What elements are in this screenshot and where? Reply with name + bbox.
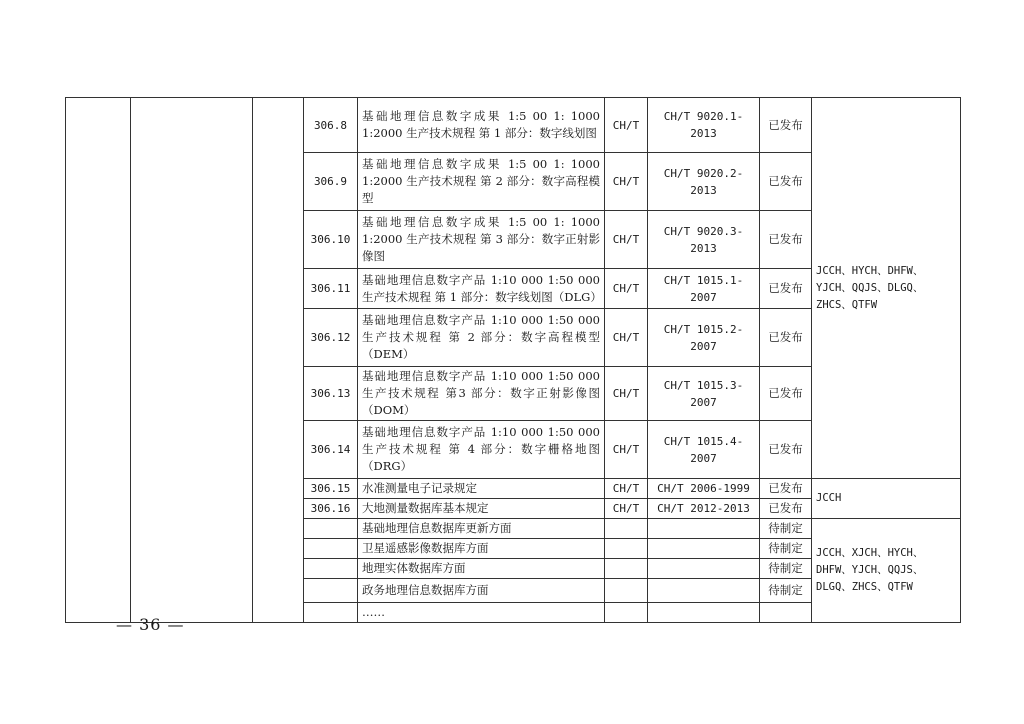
standard-number [304,539,358,559]
standard-number: 306.16 [304,499,358,519]
standard-type [605,579,648,603]
standard-type: CH/T [605,479,648,499]
standard-number: 306.9 [304,153,358,211]
standard-number: 306.14 [304,421,358,479]
standard-number [304,603,358,623]
standard-type [605,539,648,559]
standards-table [65,97,961,623]
responsible-units: JCCH、HYCH、DHFW、YJCH、QQJS、DLGQ、ZHCS、QTFW [812,98,961,479]
standard-status: 待制定 [760,539,812,559]
standard-status: 已发布 [760,153,812,211]
standard-code: CH/T 2006-1999 [648,479,760,499]
standard-number [304,579,358,603]
standard-name: 基础地理信息数字成果 1:5 00 1: 1000 1:2000 生产技术规程 第 2 部分：数字高程模型 [358,153,605,211]
standard-type: CH/T [605,98,648,153]
standard-number [304,559,358,579]
table-row [66,98,961,153]
standard-number: 306.10 [304,211,358,269]
standard-type [605,519,648,539]
standard-code: CH/T 1015.1-2007 [648,269,760,309]
blank-column-2 [131,98,253,623]
standard-code [648,559,760,579]
standard-code [648,539,760,559]
blank-column-3 [253,98,304,623]
standard-name: 基础地理信息数字成果 1:5 00 1: 1000 1:2000 生产技术规程 第 1 部分：数字线划图 [358,98,605,153]
standard-status: 待制定 [760,579,812,603]
standard-code [648,603,760,623]
standard-status: 已发布 [760,479,812,499]
standard-name: 基础地理信息数字产品 1:10 000 1:50 000 生产技术规程 第 1 部分：数字线划图（DLG） [358,269,605,309]
standard-number: 306.12 [304,309,358,367]
standard-status: 已发布 [760,211,812,269]
standard-status: 已发布 [760,421,812,479]
standard-type [605,559,648,579]
standard-name: 地理实体数据库方面 [358,559,605,579]
standard-type: CH/T [605,421,648,479]
standard-status: 已发布 [760,269,812,309]
standard-name: 政务地理信息数据库方面 [358,579,605,603]
standard-type: CH/T [605,367,648,421]
standard-type: CH/T [605,211,648,269]
responsible-units: JCCH [812,479,961,519]
standard-type [605,603,648,623]
standard-code [648,579,760,603]
standard-code: CH/T 9020.3-2013 [648,211,760,269]
standard-status: 待制定 [760,559,812,579]
standard-name: 水准测量电子记录规定 [358,479,605,499]
standard-type: CH/T [605,499,648,519]
standard-code: CH/T 2012-2013 [648,499,760,519]
standard-name: 基础地理信息数据库更新方面 [358,519,605,539]
standard-number: 306.15 [304,479,358,499]
standard-type: CH/T [605,309,648,367]
standard-number: 306.11 [304,269,358,309]
standard-type: CH/T [605,269,648,309]
page-number: — 36 — [116,615,185,634]
blank-column-1 [66,98,131,623]
standard-status: 已发布 [760,499,812,519]
standard-code: CH/T 9020.1-2013 [648,98,760,153]
standard-status: 已发布 [760,98,812,153]
standard-number: 306.13 [304,367,358,421]
standard-status: 待制定 [760,519,812,539]
standard-name: 基础地理信息数字产品 1:10 000 1:50 000 生产技术规程 第3 部分：数字正射影像图（DOM） [358,367,605,421]
standard-name: 基础地理信息数字成果 1:5 00 1: 1000 1:2000 生产技术规程 第 3 部分：数字正射影像图 [358,211,605,269]
standard-code: CH/T 9020.2-2013 [648,153,760,211]
standard-name: 大地测量数据库基本规定 [358,499,605,519]
standard-name: 基础地理信息数字产品 1:10 000 1:50 000 生产技术规程 第 4 部分：数字栅格地图（DRG） [358,421,605,479]
standard-name: …… [358,603,605,623]
standard-name: 基础地理信息数字产品 1:10 000 1:50 000 生产技术规程 第 2 部分：数字高程模型（DEM） [358,309,605,367]
standard-name: 卫星遥感影像数据库方面 [358,539,605,559]
standard-status: 已发布 [760,309,812,367]
standard-status [760,603,812,623]
responsible-units: JCCH、XJCH、HYCH、DHFW、YJCH、QQJS、DLGQ、ZHCS、QTFW [812,519,961,623]
standard-number [304,519,358,539]
standard-type: CH/T [605,153,648,211]
standard-code [648,519,760,539]
standard-status: 已发布 [760,367,812,421]
standard-code: CH/T 1015.2-2007 [648,309,760,367]
standard-number: 306.8 [304,98,358,153]
standard-code: CH/T 1015.4-2007 [648,421,760,479]
standard-code: CH/T 1015.3-2007 [648,367,760,421]
